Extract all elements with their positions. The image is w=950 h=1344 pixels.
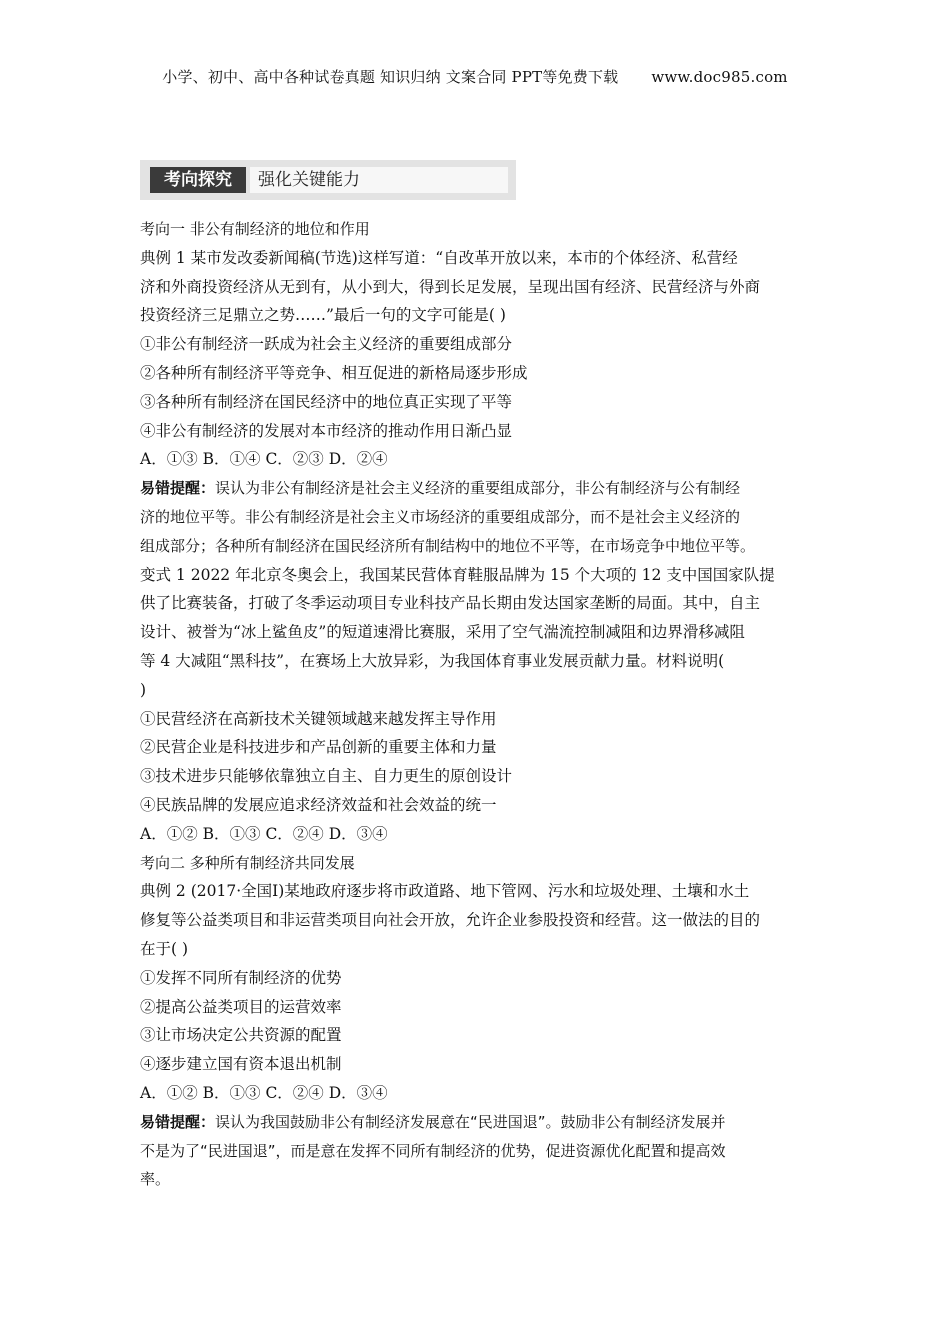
variant1-line: 供了比赛装备，打破了冬季运动项目专业科技产品长期由发达国家垄断的局面。其中，自主 <box>140 594 761 613</box>
example2-line: 修复等公益类项目和非运营类项目向社会开放，允许企业参股投资和经营。这一做法的目的 <box>140 911 761 930</box>
tip2-line: 不是为了“民进国退”，而是意在发挥不同所有制经济的优势，促进资源优化配置和提高效 <box>140 1141 726 1160</box>
section2-heading: 考向二 多种所有制经济共同发展 <box>140 853 355 872</box>
example2-option: ④逐步建立国有资本退出机制 <box>140 1055 342 1074</box>
example1-option: ②各种所有制经济平等竞争、相互促进的新格局逐步形成 <box>140 363 528 382</box>
variant1-option: ③技术进步只能够依靠独立自主、自力更生的原创设计 <box>140 767 513 786</box>
section-banner <box>140 160 516 200</box>
variant1-line: 变式 1 2022 年北京冬奥会上，我国某民营体育鞋服品牌为 15 个大项的 12 支中国国家队提 <box>140 565 775 584</box>
banner-dark-label: 考向探究 <box>150 167 246 193</box>
example2-line: 典例 2 (2017·全国Ⅰ)某地政府逐步将市政道路、地下管网、污水和垃圾处理、土壤和水土 <box>140 882 750 901</box>
tip1-line <box>140 474 815 503</box>
variant1-option: ①民营经济在高新技术关键领域越来越发挥主导作用 <box>140 709 497 728</box>
example1-option: ①非公有制经济一跃成为社会主义经济的重要组成部分 <box>140 335 513 354</box>
example2-line: 在于( ) <box>140 939 189 958</box>
variant1-line: ) <box>140 680 147 699</box>
variant1-line: 等 4 大减阻“黑科技”，在赛场上大放异彩，为我国体育事业发展贡献力量。材料说明( <box>140 651 725 670</box>
example1-line: 济和外商投资经济从无到有，从小到大，得到长足发展，呈现出国有经济、民营经济与外商 <box>140 277 761 296</box>
example2-option: ③让市场决定公共资源的配置 <box>140 1026 342 1045</box>
example1-answers: A．①③ B．①④ C．②③ D．②④ <box>140 450 388 469</box>
banner-light-label: 强化关键能力 <box>250 167 508 193</box>
tip2-label: 易错提醒： <box>140 1112 216 1131</box>
tip2-line: 率。 <box>140 1170 171 1189</box>
example2-option: ②提高公益类项目的运营效率 <box>140 997 342 1016</box>
variant1-option: ④民族品牌的发展应追求经济效益和社会效益的统一 <box>140 795 497 814</box>
example1-option: ④非公有制经济的发展对本市经济的推动作用日渐凸显 <box>140 421 513 440</box>
section1-heading: 考向一 非公有制经济的地位和作用 <box>140 220 370 238</box>
variant1-answers: A．①② B．①③ C．②④ D．③④ <box>140 824 388 843</box>
tip1-label: 易错提醒： <box>140 479 216 498</box>
variant1-option: ②民营企业是科技进步和产品创新的重要主体和力量 <box>140 738 497 757</box>
tip1-text: 误认为非公有制经济是社会主义经济的重要组成部分，非公有制经济与公有制经 <box>215 479 741 498</box>
example1-option: ③各种所有制经济在国民经济中的地位真正实现了平等 <box>140 392 513 411</box>
tip2-text: 误认为我国鼓励非公有制经济发展意在“民进国退”。鼓励非公有制经济发展并 <box>215 1112 726 1131</box>
example1-line: 投资经济三足鼎立之势……”最后一句的文字可能是( ) <box>140 306 506 325</box>
example2-option: ①发挥不同所有制经济的优势 <box>140 968 342 987</box>
example2-answers: A．①② B．①③ C．②④ D．③④ <box>140 1083 388 1102</box>
tip1-line: 组成部分；各种所有制经济在国民经济所有制结构中的地位不平等，在市场竞争中地位平等。 <box>140 536 756 555</box>
header-text: 小学、初中、高中各种试卷真题 知识归纳 文案合同 PPT等免费下载 <box>162 68 619 86</box>
tip1-line: 济的地位平等。非公有制经济是社会主义市场经济的重要组成部分，而不是社会主义经济的 <box>140 507 741 526</box>
document-body <box>140 215 815 1194</box>
variant1-line: 设计、被誉为“冰上鲨鱼皮”的短道速滑比赛服，采用了空气湍流控制减阻和边界滑移减阻 <box>140 623 745 642</box>
example1-line: 典例 1 某市发改委新闻稿(节选)这样写道：“自改革开放以来，本市的个体经济、私营经 <box>140 248 738 267</box>
tip2-line <box>140 1108 815 1137</box>
page-header <box>0 66 950 87</box>
header-site-url[interactable]: www.doc985.com <box>651 68 788 86</box>
